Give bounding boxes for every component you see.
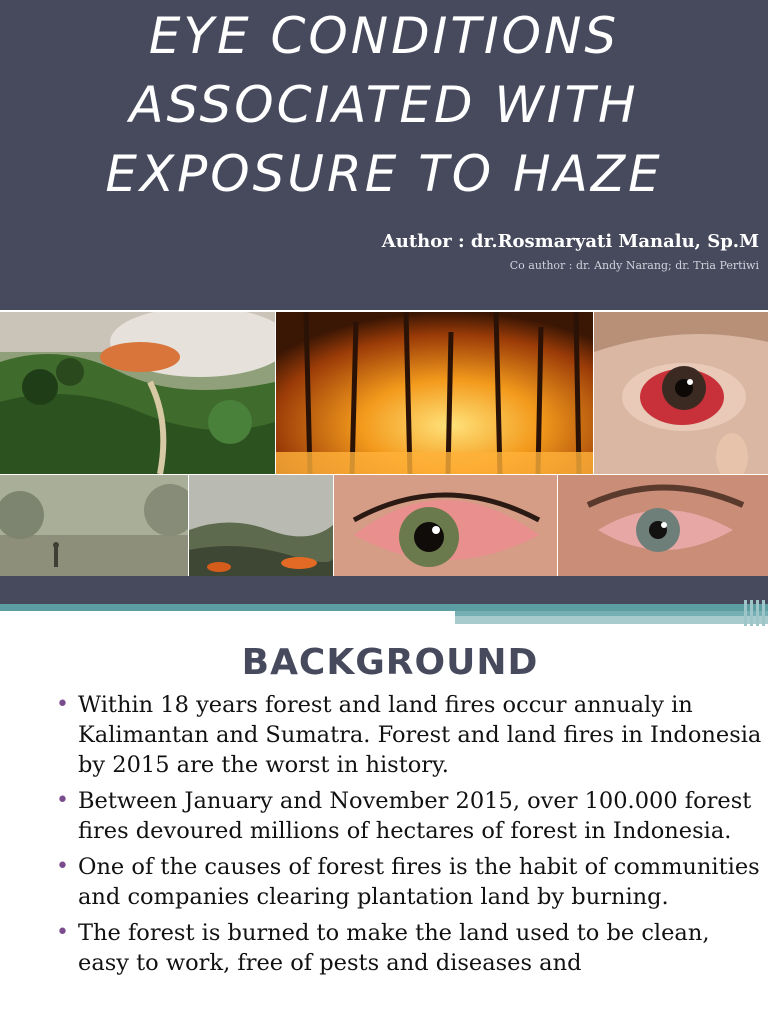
bullet-item: • One of the causes of forest fires is the habit of communities and companies clearing plantation land by burning. [56,852,766,912]
light-accent-stripe [455,616,768,624]
smoky-forest-photo [189,475,333,576]
background-bullet-list [56,690,766,984]
slide-footer-band [0,576,768,604]
forest-fire-photo [276,312,593,474]
haze-road-photo [0,475,188,576]
decorative-bars [742,600,768,626]
bloodshot-eye-photo [334,475,557,576]
background-heading: BACKGROUND [241,642,539,683]
bullet-item: • Within 18 years forest and land fires occur annualy in Kalimantan and Sumatra. Forest and land fires in Indonesia by 2015 are the worst in history. [56,690,766,780]
coauthor-line: Co author : dr. Andy Narang; dr. Tria Pertiwi [509,259,759,272]
bullet-item: • Between January and November 2015, over 100.000 forest fires devoured millions of hectares of forest in Indonesia. [56,786,766,846]
title-slide-header [0,0,768,310]
slide-title [0,2,768,209]
teal-divider-stripe [0,604,768,611]
bullet-item: • The forest is burned to make the land used to be clean, easy to work, free of pests and diseases and [56,918,766,978]
red-eye-photo-2 [558,475,768,576]
title-line-3: EXPOSURE TO HAZE [105,145,663,203]
title-line-2: ASSOCIATED WITH [129,76,639,134]
forest-smoke-photo [0,312,275,474]
author-line: Author : dr.Rosmaryati Manalu, Sp.M [381,231,759,252]
red-eye-photo-1 [594,312,768,474]
title-line-1: EYE CONDITIONS [148,7,620,65]
